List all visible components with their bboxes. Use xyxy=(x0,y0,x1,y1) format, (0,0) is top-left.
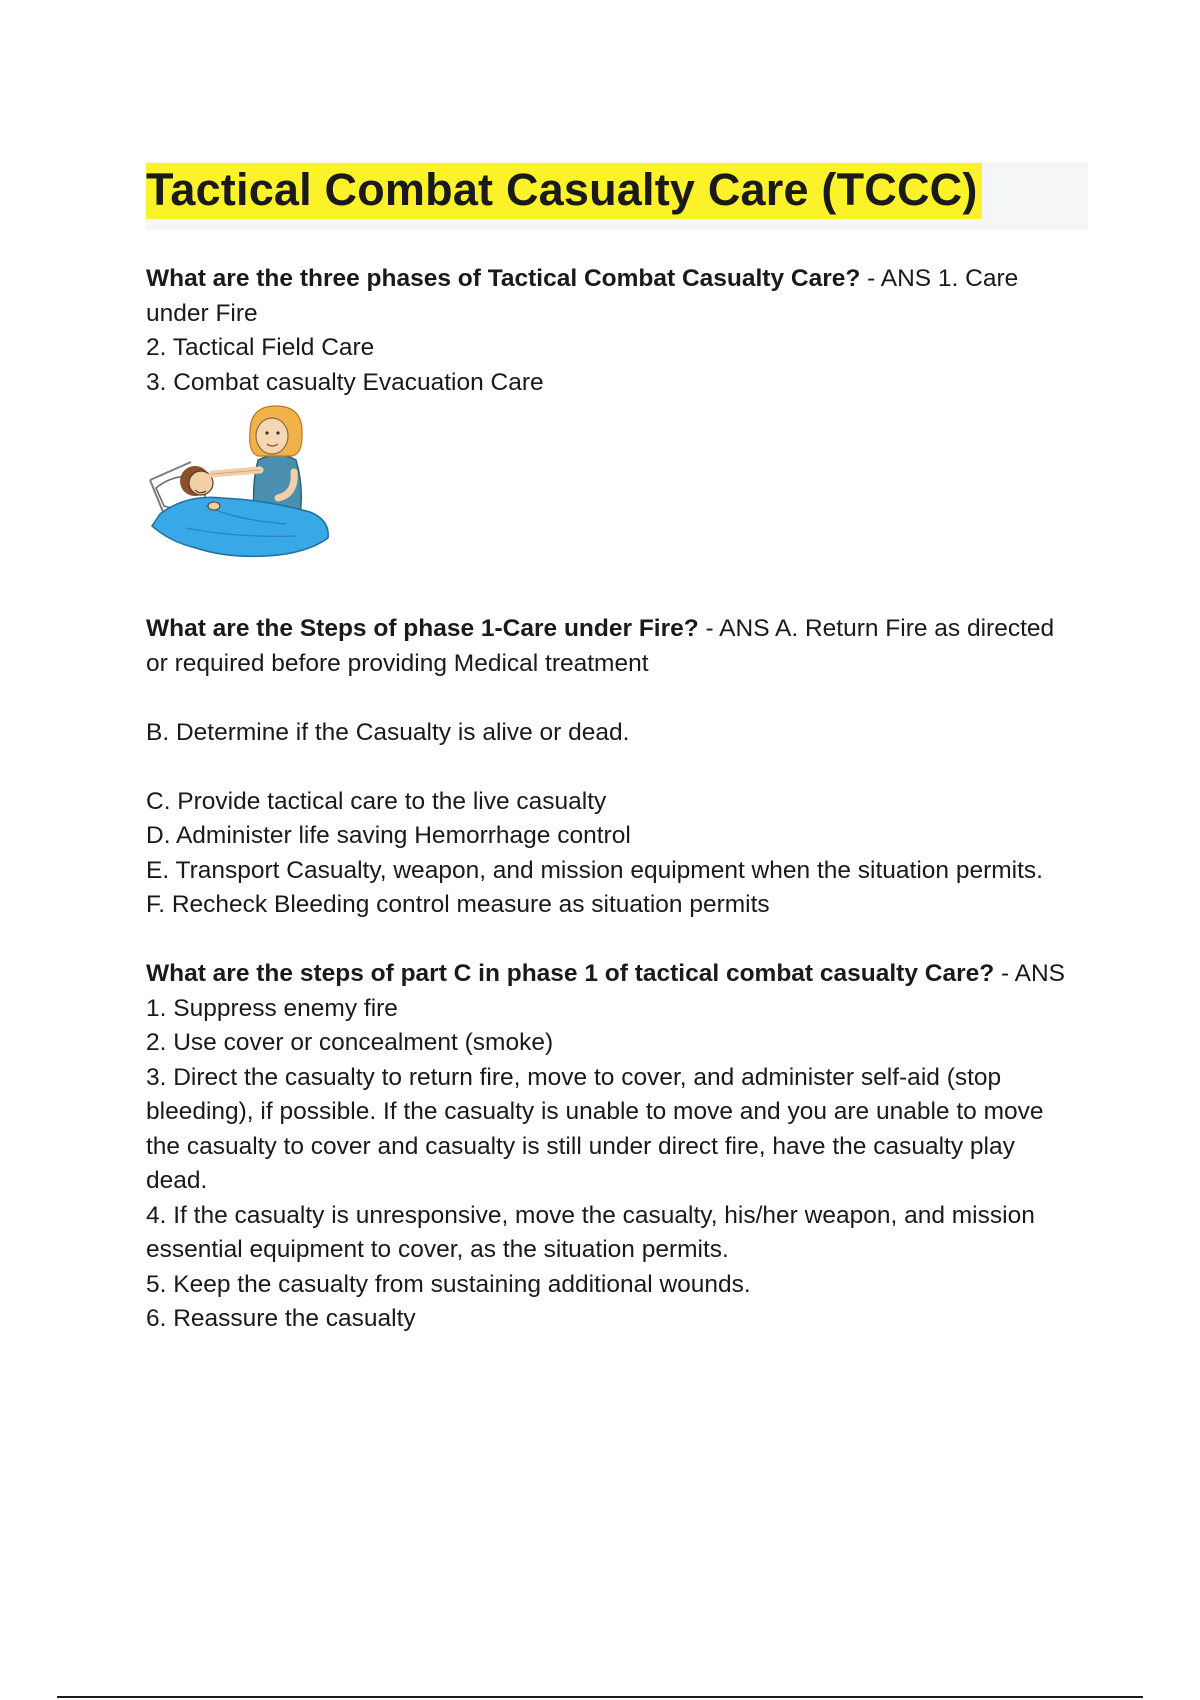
answer-1-line-3: 3. Combat casualty Evacuation Care xyxy=(146,368,544,396)
answer-2-line-6: F. Recheck Bleeding control measure as situation permits xyxy=(146,891,770,918)
nurse-caring-for-patient-illustration xyxy=(146,402,336,562)
answer-2-line-1: ANS A. Return Fire as directed or required before providing Medical treatment xyxy=(146,615,1055,677)
document-title: Tactical Combat Casualty Care (TCCC) xyxy=(146,163,982,219)
answer-2-line-4: D. Administer life saving Hemorrhage control xyxy=(146,822,631,849)
answer-2-line-2: B. Determine if the Casualty is alive or dead. xyxy=(146,718,630,746)
answer-3-line-6: 6. Reassure the casualty xyxy=(146,1305,416,1332)
answer-3-line-3: 3. Direct the casualty to return fire, move to cover, and administer self-aid (stop bleeding), if possible. If the casualty is unable to move and you are unable to move the casualty to cover and casualty is still under direct fire, have the casualty play dead. xyxy=(146,1063,1044,1194)
separator-2: - xyxy=(698,615,720,642)
answer-3-line-2: 2. Use cover or concealment (smoke) xyxy=(146,1029,554,1056)
answer-3-line-4: 4. If the casualty is unresponsive, move the casualty, his/her weapon, and mission essential equipment to cover, as the situation permits. xyxy=(146,1201,1035,1263)
answer-2-line-5: E. Transport Casualty, weapon, and mission equipment when the situation permits. xyxy=(146,856,1043,884)
question-1: What are the three phases of Tactical Combat Casualty Care? xyxy=(146,265,861,292)
answer-2-line-3: C. Provide tactical care to the live casualty xyxy=(146,787,607,815)
qa-block-1 xyxy=(146,262,1076,331)
qa-block-3 xyxy=(146,957,1076,1026)
spacer xyxy=(146,923,1076,958)
separator-3: - xyxy=(994,960,1015,987)
qa-block-2 xyxy=(146,612,1076,681)
answer-1-line-2: 2. Tactical Field Care xyxy=(146,334,375,361)
answer-1-line-1: ANS 1. Care under Fire xyxy=(146,265,1019,327)
answer-3-line-5: 5. Keep the casualty from sustaining additional wounds. xyxy=(146,1270,751,1298)
question-2: What are the Steps of phase 1-Care under Fire? xyxy=(146,615,699,642)
answer-3-line-1: ANS 1. Suppress enemy fire xyxy=(146,960,1066,1022)
spacer xyxy=(146,681,1076,716)
spacer xyxy=(146,750,1076,785)
page-bottom-rule xyxy=(57,1696,1143,1698)
separator-1: - xyxy=(860,265,881,292)
question-3: What are the steps of part C in phase 1 of tactical combat casualty Care? xyxy=(146,960,995,987)
document-body xyxy=(146,262,1076,1337)
